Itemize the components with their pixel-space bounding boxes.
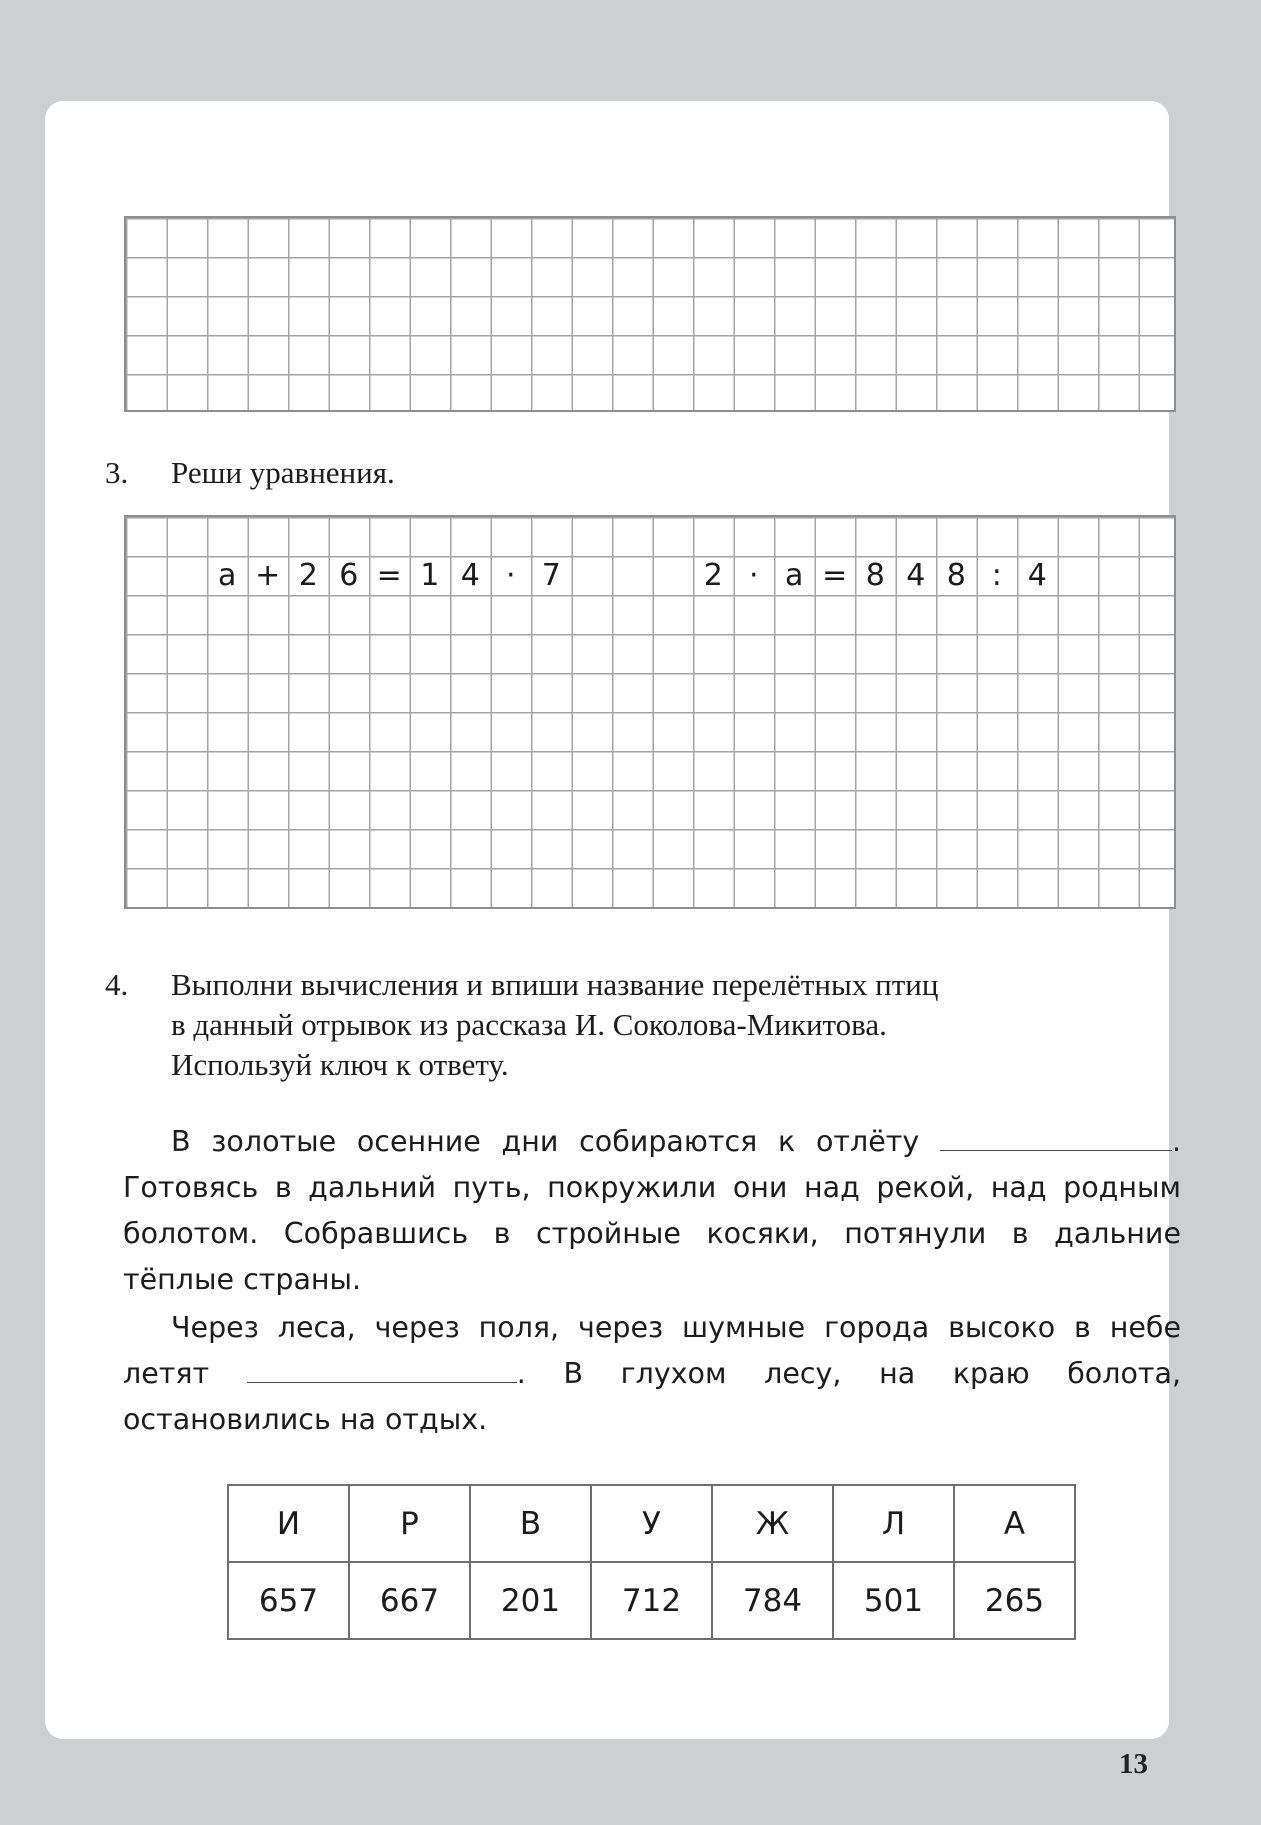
eq2-symbol: = bbox=[822, 558, 848, 593]
key-letters-row bbox=[228, 1485, 1075, 1562]
eq1-symbol: 4 bbox=[460, 558, 480, 593]
grid-equations[interactable] bbox=[124, 515, 1176, 909]
task4-line: Выполни вычисления и впиши название перелётных птиц bbox=[171, 967, 939, 1002]
eq1-symbol: 6 bbox=[339, 558, 359, 593]
eq1-symbol: а bbox=[218, 558, 237, 593]
task4-line: в данный отрывок из рассказа И. Соколова-Микитова. bbox=[171, 1007, 887, 1042]
eq1-symbol: · bbox=[505, 558, 516, 593]
eq2-symbol: 4 bbox=[1027, 558, 1047, 593]
task3-number: 3. bbox=[105, 455, 129, 490]
key-number: 667 bbox=[349, 1562, 470, 1639]
answer-blank-2[interactable] bbox=[247, 1360, 517, 1383]
key-numbers-row bbox=[228, 1562, 1075, 1639]
key-number: 265 bbox=[954, 1562, 1075, 1639]
key-letter: Р bbox=[349, 1485, 470, 1562]
task3-title: Реши уравнения. bbox=[171, 455, 395, 490]
eq2-symbol: : bbox=[991, 558, 1002, 593]
key-letter: И bbox=[228, 1485, 349, 1562]
key-number: 201 bbox=[470, 1562, 591, 1639]
page-number: 13 bbox=[1119, 1748, 1148, 1780]
key-number: 657 bbox=[228, 1562, 349, 1639]
paragraph2-start: Через леса, через поля, через шумные города высоко в небе летят bbox=[123, 1311, 1181, 1390]
key-letter: В bbox=[470, 1485, 591, 1562]
eq2-symbol: 8 bbox=[865, 558, 885, 593]
key-number: 501 bbox=[833, 1562, 954, 1639]
equation-2 bbox=[693, 556, 1058, 595]
eq2-symbol: 4 bbox=[906, 558, 926, 593]
eq1-symbol: 2 bbox=[298, 558, 318, 593]
eq1-symbol: = bbox=[376, 558, 402, 593]
task4-instructions bbox=[171, 965, 938, 1085]
paragraph1-rest: Готовясь в дальний путь, покружили они над рекой, над родным болотом. Собравшись в стройные косяки, потянули в дальние тёплые страны. bbox=[123, 1171, 1181, 1296]
paragraph2-end: . В глухом лесу, на краю болота, остановились на отдых. bbox=[123, 1357, 1182, 1436]
workbook-page bbox=[45, 101, 1182, 1739]
task4-line: Используй ключ к ответу. bbox=[171, 1047, 509, 1082]
key-number: 784 bbox=[712, 1562, 833, 1639]
eq1-symbol: 7 bbox=[541, 558, 561, 593]
key-number: 712 bbox=[591, 1562, 712, 1639]
key-letter: Ж bbox=[712, 1485, 833, 1562]
story-paragraph-1 bbox=[123, 1119, 1181, 1303]
eq2-symbol: · bbox=[748, 558, 759, 593]
eq2-symbol: 2 bbox=[703, 558, 723, 593]
eq2-symbol: а bbox=[785, 558, 804, 593]
task4-number: 4. bbox=[105, 967, 129, 1002]
grid-workspace-top[interactable] bbox=[124, 216, 1176, 412]
paragraph1-period: . bbox=[1171, 1125, 1181, 1158]
eq1-symbol: 1 bbox=[420, 558, 440, 593]
key-letter: У bbox=[591, 1485, 712, 1562]
equation-1 bbox=[207, 556, 572, 595]
eq1-symbol: + bbox=[255, 558, 281, 593]
key-letter: Л bbox=[833, 1485, 954, 1562]
key-letter: А bbox=[954, 1485, 1075, 1562]
answer-blank-1[interactable] bbox=[940, 1128, 1172, 1151]
eq2-symbol: 8 bbox=[946, 558, 966, 593]
paragraph1-start: В золотые осенние дни собираются к отлёту bbox=[171, 1125, 920, 1158]
answer-key-table bbox=[227, 1484, 1076, 1640]
story-paragraph-2 bbox=[123, 1305, 1181, 1443]
